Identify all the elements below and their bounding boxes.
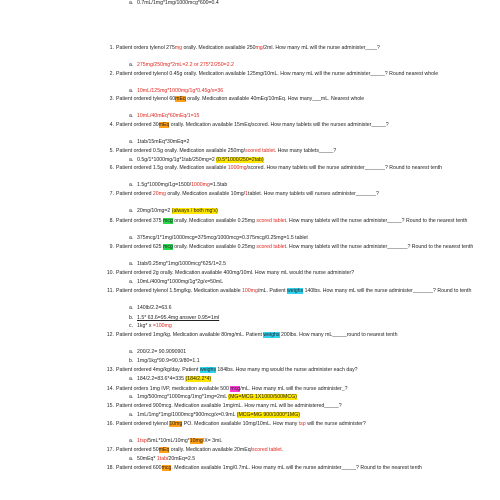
- answer-letter: a.: [129, 0, 134, 6]
- highlighted-text: tsp: [298, 421, 306, 427]
- question-item: [109, 148, 484, 156]
- question-item: [106, 270, 484, 278]
- highlighted-text: weighs: [199, 367, 216, 373]
- answer-letter: a.: [129, 182, 134, 188]
- question-number: 6.: [109, 165, 114, 171]
- highlighted-text: weighs: [263, 332, 280, 338]
- answer-letter: a.: [129, 438, 134, 444]
- answer-line: [129, 261, 487, 269]
- highlighted-text: (184/2.2*4): [185, 376, 212, 382]
- highlighted-text: 10mg: [169, 421, 183, 427]
- text-run: Patient ordered 900mcg. Medication available 1mg/mL. How many mL will be administered_____?: [116, 403, 342, 409]
- text-run: 50mEq*: [137, 456, 157, 462]
- answer-line: [129, 235, 487, 243]
- highlighted-text: 1.5* 63.6=95.4mg answer 0.95=1ml: [137, 315, 220, 321]
- question-item: [106, 465, 484, 473]
- text-run: Patient ordered 1mg/kg. Medication available 80mg/mL. Patient: [116, 332, 264, 338]
- text-run: Patient ordered 50: [116, 447, 159, 453]
- text-run: 375mcg/1*1mg/1000mcg=375mcg/1000mcg=0.375mcg/0.25mg=1.5 tablet: [137, 235, 308, 241]
- answer-line: [129, 88, 487, 96]
- answer-letter: a.: [129, 139, 134, 145]
- highlighted-text: mg: [174, 45, 183, 51]
- text-run: 200/2.2= 90.9090901: [137, 349, 187, 355]
- text-run: Patient ordered 625: [116, 244, 164, 250]
- text-run: /mL. Patient: [257, 288, 288, 294]
- answer-line: [129, 323, 487, 331]
- highlighted-text: 10mL/125mg*1000mg/1g*0.45g/x=36: [137, 88, 224, 94]
- answer-line: [129, 349, 487, 357]
- highlighted-text: 1000mg: [227, 165, 247, 171]
- answer-letter: a.: [129, 235, 134, 241]
- highlighted-text: 1tab: [156, 456, 168, 462]
- highlighted-text: mEq: [175, 96, 186, 102]
- answer-line: [129, 62, 487, 70]
- highlighted-text: scored tablet: [256, 218, 287, 224]
- answer-letter: a.: [129, 113, 134, 119]
- text-run: 0.7mL/1mg*1mg/1000mcg*600=0.4: [137, 0, 219, 6]
- answer-line: [129, 0, 487, 8]
- answer-letter: a.: [129, 394, 134, 400]
- answer-letter: a.: [129, 62, 134, 68]
- question-item: [106, 367, 484, 375]
- answer-line: [129, 113, 487, 121]
- text-run: orally. Medication available 40mEq/10mEq. How many___mL. Nearest whole: [185, 96, 365, 102]
- text-run: 200lbs. How many mL_____round to nearest tenth: [279, 332, 398, 338]
- highlighted-text: scored tablet: [256, 244, 287, 250]
- text-run: . How many tablets_____?: [274, 148, 337, 154]
- answer-line: [129, 279, 487, 287]
- question-number: 5.: [109, 148, 114, 154]
- text-run: orally. Medication available 20mEq/: [169, 447, 253, 453]
- text-run: 1kg* x: [137, 323, 153, 329]
- text-run: =1.5tab: [209, 182, 228, 188]
- highlighted-text: (0.5*1000/250=2tab): [216, 157, 264, 163]
- question-number: 1.: [109, 45, 114, 51]
- highlighted-text: mcg: [230, 386, 241, 392]
- question-number: 2.: [109, 71, 114, 77]
- highlighted-text: 275mg/250mg*2mL=2.2 or 275*2/250=2.2: [137, 62, 234, 68]
- question-number: 9.: [109, 244, 114, 250]
- text-run: 0.5g/1*1000mg/1g*1tab/250mg=2: [137, 157, 217, 163]
- question-item: [109, 165, 484, 173]
- text-run: Patient ordered 4mg/kg/day. Patient: [116, 367, 200, 373]
- answer-line: [129, 182, 487, 190]
- answer-letter: a.: [129, 261, 134, 267]
- answer-letter: a.: [129, 376, 134, 382]
- text-run: Patient ordered 1.5g orally. Medication available: [116, 165, 228, 171]
- highlighted-text: mcg: [163, 244, 173, 250]
- question-number: 11.: [107, 288, 114, 294]
- question-item: [106, 447, 484, 455]
- highlighted-text: (always / both mg's): [171, 208, 218, 214]
- text-run: orally. Medication available 250: [182, 45, 256, 51]
- question-item: [109, 122, 484, 130]
- highlighted-text: mg: [255, 45, 263, 51]
- text-run: /scored. How many tablets will the nurse administer_______? Round to nearest tenth: [246, 165, 443, 171]
- highlighted-text: mEq: [158, 447, 170, 453]
- text-run: orally. Medication available 0.25mg: [172, 218, 257, 224]
- highlighted-text: mcg: [163, 218, 173, 224]
- answer-line: [129, 412, 487, 420]
- text-run: tablet. How many tablets will nurses administer_______?: [248, 191, 379, 197]
- text-run: orally. Medication available 15mEq/scored. How many tablets will the nurses administer_____?: [169, 122, 389, 128]
- text-run: 1mL/1mg*1mg/1000mcg*900mcg/x=0.9mL: [137, 412, 237, 418]
- text-run: Patient ordered: [116, 191, 153, 197]
- question-item: [106, 386, 484, 394]
- text-run: 1mg/500mcg*1000mcg/1mg*1mg=2mL: [137, 394, 229, 400]
- text-run: 140lb/2.2=63.6: [137, 305, 172, 311]
- question-number: 8.: [109, 218, 114, 224]
- question-number: 7.: [109, 191, 114, 197]
- question-number: 10.: [106, 270, 114, 276]
- question-number: 13.: [106, 367, 114, 373]
- question-number: 3.: [109, 96, 114, 102]
- text-run: /5mL*10mL/10mg*: [146, 438, 190, 444]
- text-run: 20mg/10mg=2: [137, 208, 172, 214]
- answer-line: [129, 456, 487, 464]
- highlighted-text: 20mg: [152, 191, 166, 197]
- question-number: 17.: [106, 447, 114, 453]
- answer-line: [129, 376, 487, 384]
- highlighted-text: mEq: [158, 122, 170, 128]
- text-run: Patient ordered 30: [116, 122, 159, 128]
- highlighted-text: 1tsp: [137, 438, 147, 444]
- highlighted-text: scored tablet: [252, 447, 282, 453]
- answer-letter: a.: [129, 157, 134, 163]
- answer-line: [129, 157, 487, 165]
- question-item: [107, 288, 484, 296]
- answer-line: [129, 139, 487, 147]
- text-run: /2ml. How many mL will the nurse administer____?: [262, 45, 380, 51]
- text-run: Patient ordered 375: [116, 218, 164, 224]
- text-run: 10mL/400mg*1000mg/1g*2g/x=50mL: [137, 279, 224, 285]
- answer-letter: b.: [129, 315, 134, 321]
- text-run: 1tab/0.25mg*1mg/1000mcg*625/1=2.5: [137, 261, 226, 267]
- text-run: orally. Medication available 10mg/: [165, 191, 246, 197]
- answer-letter: b.: [129, 358, 134, 364]
- question-item: [109, 218, 484, 226]
- highlighted-text: (MCG=MG 900/1000*1MG): [236, 412, 301, 418]
- answer-line: [129, 315, 487, 323]
- text-run: 184lbs. How many mg would the nurse administer each day?: [215, 367, 358, 373]
- highlighted-text: mcg: [161, 465, 172, 471]
- text-run: . How many tablets will the nurse administer_______? Round to the nearest tenth: [286, 244, 474, 250]
- text-run: 184/2.2=83.6*4=335: [137, 376, 186, 382]
- answer-line: [129, 394, 487, 402]
- answer-letter: a.: [129, 279, 134, 285]
- highlighted-text: =100mg: [152, 323, 172, 329]
- text-run: Patient ordered tylenol: [116, 421, 170, 427]
- question-item: [106, 403, 484, 411]
- text-run: /mL. How many mL will the nurse administer_?: [240, 386, 348, 392]
- text-run: . Medication available 1mg/0.7mL. How many mL will the nurse administer_____? Round to the nearest tenth: [171, 465, 422, 471]
- text-run: Patient ordered tylenol 60: [116, 96, 176, 102]
- answer-letter: a.: [129, 88, 134, 94]
- answer-letter: a.: [129, 305, 134, 311]
- text-run: Patient ordered 0.5g orally. Medication available 250mg/: [116, 148, 246, 154]
- text-run: /20mEq=2.5: [167, 456, 196, 462]
- answer-letter: a.: [129, 456, 134, 462]
- text-run: orally. Medication available 0.25mg: [172, 244, 257, 250]
- answer-letter: a.: [129, 349, 134, 355]
- highlighted-text: scored tablet: [245, 148, 275, 154]
- text-run: Patient orders 1mg IVP, medication available 500: [116, 386, 231, 392]
- question-item: [106, 421, 484, 429]
- question-number: 16.: [106, 421, 114, 427]
- text-run: .: [281, 447, 284, 453]
- question-number: 4.: [109, 122, 114, 128]
- question-item: [109, 191, 484, 199]
- text-run: /X= 3mL: [202, 438, 223, 444]
- highlighted-text: 1: [245, 191, 248, 197]
- question-item: [109, 96, 484, 104]
- text-run: 1.5g*1000mg/1g=1500/: [137, 182, 192, 188]
- answer-line: [129, 305, 487, 313]
- text-run: Patient ordered 600: [116, 465, 162, 471]
- answer-letter: a.: [129, 412, 134, 418]
- answer-line: [129, 438, 487, 446]
- text-run: Patient ordered tylenol 0.45g orally. Medication available 125mg/10mL. How many mL will the nurse administer_____? Round nearest whole: [116, 71, 439, 77]
- highlighted-text: (MG=MCG 1X1000/500MCG): [228, 394, 297, 400]
- answer-line: [129, 358, 487, 366]
- highlighted-text: 10mL/40mEq*60mEq/1=15: [137, 113, 200, 119]
- question-item: [109, 45, 484, 53]
- highlighted-text: 100mg: [242, 288, 258, 294]
- answer-letter: c.: [129, 323, 134, 329]
- text-run: Patient ordered 2g orally. Medication available 400mg/10ml. How many mL would the nurse administer?: [116, 270, 355, 276]
- answer-letter: a.: [129, 208, 134, 214]
- text-run: 140lbs. How many mL will the nurse administer_______? Round to tenth: [303, 288, 472, 294]
- answer-line: [129, 208, 487, 216]
- question-item: [109, 71, 484, 79]
- text-run: 1mg/1kg*90.9=90.9/80=1.1: [137, 358, 200, 364]
- question-item: [106, 332, 484, 340]
- question-item: [109, 244, 484, 252]
- question-number: 14.: [106, 386, 114, 392]
- highlighted-text: 1000mg: [191, 182, 210, 188]
- text-run: will the nurse administer?: [305, 421, 366, 427]
- text-run: Patient ordered tylenol 1.5mg/kg. Medication available: [116, 288, 243, 294]
- question-number: 18.: [106, 465, 114, 471]
- text-run: Patient orders tylenol 275: [116, 45, 175, 51]
- text-run: 1tab/15mEq*30mEq=2: [137, 139, 190, 145]
- question-number: 15.: [106, 403, 114, 409]
- text-run: . How many tablets will the nurse administer_____? Round to the nearest tenth: [286, 218, 468, 224]
- question-number: 12.: [106, 332, 114, 338]
- highlighted-text: 10mg: [189, 438, 203, 444]
- text-run: PO. Medication available 10mg/10mL. How many: [182, 421, 299, 427]
- highlighted-text: weighs: [287, 288, 304, 294]
